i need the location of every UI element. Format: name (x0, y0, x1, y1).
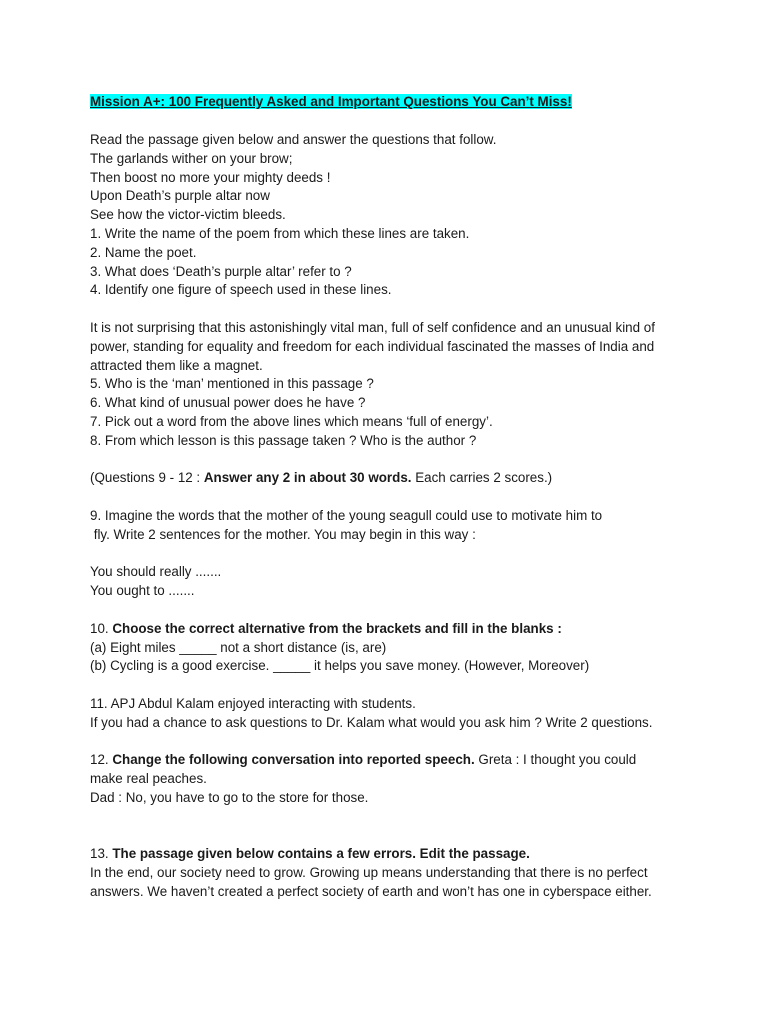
question-item: 3. What does ‘Death’s purple altar’ refer to ? (90, 263, 352, 279)
instructions-prefix: (Questions 9 - 12 : (90, 470, 204, 486)
question-9-line: fly. Write 2 sentences for the mother. You may begin in this way : (90, 526, 476, 542)
question-10-heading (90, 620, 690, 639)
question-item: 1. Write the name of the poem from which these lines are taken. (90, 225, 470, 241)
question-12-heading (90, 751, 690, 770)
passage-line: attracted them like a magnet. (90, 357, 263, 373)
dialogue-line: Dad : No, you have to go to the store for those. (90, 789, 369, 805)
poem-line: Upon Death’s purple altar now (90, 188, 270, 204)
question-12-dialogue: Greta : I thought you could (474, 752, 637, 768)
poem-line: Then boost no more your mighty deeds ! (90, 169, 331, 185)
question-number: 12. (90, 752, 113, 768)
sentence-starter: You ought to ....... (90, 583, 195, 599)
edit-passage-line: answers. We haven’t created a perfect society of earth and won’t has one in cyberspace either. (90, 883, 652, 899)
title-line (90, 92, 690, 112)
blank-item: (b) Cycling is a good exercise. _____ it helps you save money. (However, Moreover) (90, 658, 590, 674)
passage-line: power, standing for equality and freedom for each individual fascinated the masses of India and (90, 338, 655, 354)
poem-line: See how the victor-victim bleeds. (90, 207, 286, 223)
edit-passage-line: In the end, our society need to grow. Growing up means understanding that there is no perfect (90, 865, 648, 881)
instructions-bold: Answer any 2 in about 30 words. (203, 470, 412, 486)
question-10-instruction: Choose the correct alternative from the brackets and fill in the blanks : (112, 620, 562, 636)
question-12-instruction: Change the following conversation into reported speech. (112, 752, 475, 768)
question-item: 5. Who is the ‘man’ mentioned in this passage ? (90, 376, 374, 392)
section-instructions (90, 469, 690, 488)
question-11-line: If you had a chance to ask questions to Dr. Kalam what would you ask him ? Write 2 questions. (90, 714, 653, 730)
question-number: 10. (90, 620, 113, 636)
question-item: 6. What kind of unusual power does he have ? (90, 395, 366, 411)
poem-line: The garlands wither on your brow; (90, 150, 293, 166)
question-item: 4. Identify one figure of speech used in these lines. (90, 282, 392, 298)
instruction-text: Read the passage given below and answer the questions that follow. (90, 132, 497, 147)
question-11-line: 11. APJ Abdul Kalam enjoyed interacting with students. (90, 695, 416, 711)
question-number: 13. (90, 846, 113, 862)
question-item: 2. Name the poet. (90, 244, 197, 260)
document-title: Mission A+: 100 Frequently Asked and Important Questions You Can’t Miss! (90, 94, 572, 109)
question-13-instruction: The passage given below contains a few errors. Edit the passage. (112, 846, 530, 862)
question-item: 7. Pick out a word from the above lines which means ‘full of energy’. (90, 413, 493, 429)
blank-item: (a) Eight miles _____ not a short distance (is, are) (90, 639, 387, 655)
question-13-heading (90, 845, 690, 864)
instructions-suffix: Each carries 2 scores.) (411, 470, 553, 486)
question-item: 8. From which lesson is this passage taken ? Who is the author ? (90, 432, 477, 448)
passage-line: It is not surprising that this astonishingly vital man, full of self confidence and an unusual kind of (90, 319, 655, 335)
question-9-line: 9. Imagine the words that the mother of the young seagull could use to motivate him to (90, 507, 603, 523)
sentence-starter: You should really ....... (90, 564, 222, 580)
document-page (90, 92, 690, 902)
dialogue-line: make real peaches. (90, 771, 207, 787)
